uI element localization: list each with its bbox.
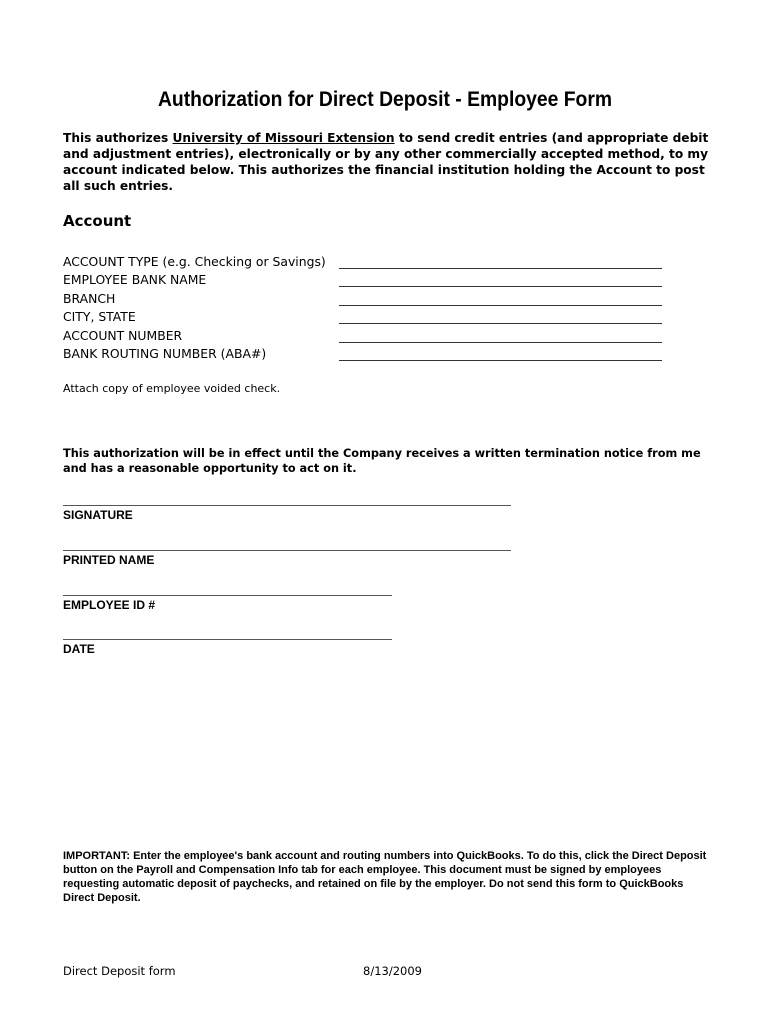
routing-number-row [63, 346, 673, 364]
city-state-row [63, 309, 673, 327]
signature-field[interactable] [63, 505, 511, 506]
bank-name-row [63, 272, 673, 290]
account-type-field[interactable] [339, 268, 662, 269]
account-number-field[interactable] [339, 342, 662, 343]
printed-name-label: PRINTED NAME [63, 553, 155, 567]
important-note: IMPORTANT: Enter the employee's bank account and routing numbers into QuickBooks. To do this, click the Direct Deposit button on the Payroll and Compensation Info tab for each employee. This document must be signed by employees requesting automatic deposit of paychecks, and retained on file by the employer. Do not send this form to QuickBooks Direct Deposit. [63, 850, 707, 904]
account-number-row [63, 328, 673, 346]
account-type-label: ACCOUNT TYPE (e.g. Checking or Savings) [63, 254, 326, 269]
intro-paragraph [63, 130, 713, 194]
voided-check-note: Attach copy of employee voided check. [63, 382, 281, 395]
footer-form-name: Direct Deposit form [63, 964, 176, 978]
routing-number-field[interactable] [339, 360, 662, 361]
bank-name-field[interactable] [339, 286, 662, 287]
branch-row [63, 291, 673, 309]
account-type-row [63, 254, 673, 272]
intro-suffix: to send credit entries (and appropriate debit and adjustment entries), electronically or by any other commercially accepted method, to my account indicated below. This authorizes the financial institution holding the Account to post all such entries. [63, 131, 709, 193]
date-label: DATE [63, 642, 95, 656]
bank-name-label: EMPLOYEE BANK NAME [63, 272, 207, 287]
authorization-effect-text: This authorization will be in effect until the Company receives a written termination notice from me and has a reasonable opportunity to act on it. [63, 447, 701, 475]
date-field[interactable] [63, 639, 392, 640]
routing-number-label: BANK ROUTING NUMBER (ABA#) [63, 346, 267, 361]
footer-date: 8/13/2009 [363, 964, 422, 978]
account-number-label: ACCOUNT NUMBER [63, 328, 183, 343]
city-state-label: CITY, STATE [63, 309, 136, 324]
city-state-field[interactable] [339, 323, 662, 324]
form-title: Authorization for Direct Deposit - Employee Form [157, 88, 613, 111]
employee-id-label: EMPLOYEE ID # [63, 598, 156, 612]
intro-prefix: This authorizes [63, 131, 173, 145]
branch-label: BRANCH [63, 291, 116, 306]
organization-name: University of Missouri Extension [172, 131, 395, 145]
branch-field[interactable] [339, 305, 662, 306]
account-heading: Account [63, 212, 132, 230]
printed-name-field[interactable] [63, 550, 511, 551]
signature-label: SIGNATURE [63, 508, 133, 522]
employee-id-field[interactable] [63, 595, 392, 596]
